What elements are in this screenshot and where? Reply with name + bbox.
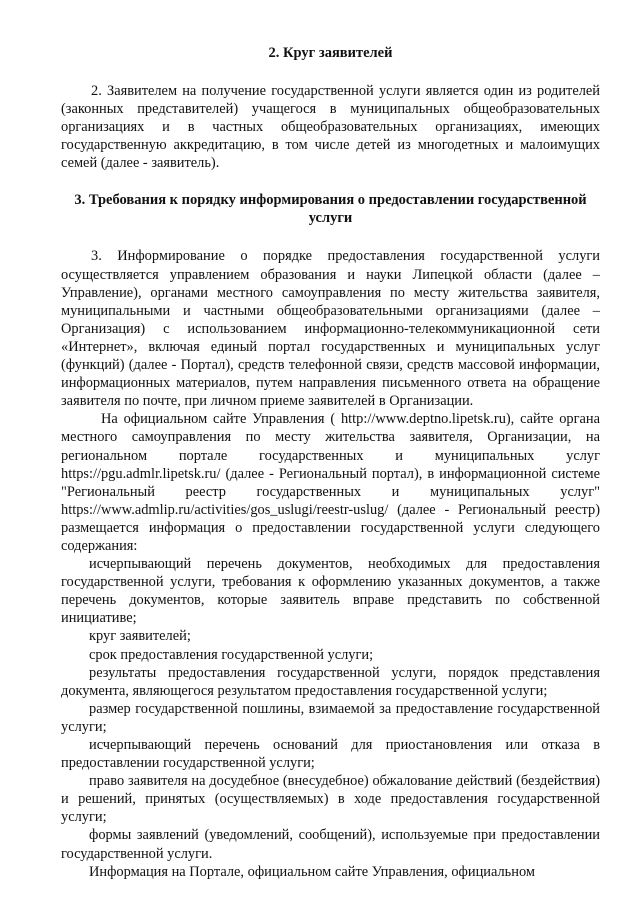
list-item: размер государственной пошлины, взимаемой за предоставление государственной услуги; <box>61 700 600 735</box>
section-3-title: 3. Требования к порядку информирования о предоставлении государственной услуги <box>74 192 587 227</box>
list-item: срок предоставления государственной услуги; <box>89 646 374 663</box>
list-item: исчерпывающий перечень документов, необходимых для предоставления государственной услуги, требования к оформлению указанных документов, а также перечень документов, которые заявитель вправе представить по собственной инициативе; <box>61 556 600 627</box>
list-item: исчерпывающий перечень оснований для приостановления или отказа в предоставлении государственной услуги; <box>61 737 600 772</box>
list-item: право заявителя на досудебное (внесудебное) обжалование действий (бездействия) и решений, принятых (осуществляемых) в ходе предоставления государственной услуги; <box>61 773 600 826</box>
section-2-title: 2. Круг заявителей <box>268 45 393 61</box>
list-item: круг заявителей; <box>89 628 191 645</box>
list-item: формы заявлений (уведомлений, сообщений), используемые при предоставлении государственной услуги. <box>61 827 600 862</box>
list-item: результаты предоставления государственной услуги, порядок представления документа, являющегося результатом предоставления государственной услуги; <box>61 664 600 699</box>
section-2-paragraph: 2. Заявителем на получение государственной услуги является один из родителей (законных представителей) учащегося в муниципальных общеобразовательных организациях и в частных общеобразовательных организациях, имеющих государственную аккредитацию, в том числе детей из многодетных и малоимущих семей (далее - заявитель). <box>61 83 600 172</box>
section-3-paragraph-3: Информация на Портале, официальном сайте Управления, официальном <box>89 863 535 880</box>
section-3-paragraph-2: На официальном сайте Управления ( http://www.deptno.lipetsk.ru), сайте органа местного самоуправления по месту жительства заявителя, Организации, на региональном портале государственных и муниципальных услуг https://pgu.admlr.lipetsk.ru/ (далее - Региональный портал), в информационной системе "Региональный реестр государственных и муниципальных услуг" https://www.admlip.ru/activities/gos_uslugi/reestr-uslug/ (далее - Региональный реестр) размещается информация о предоставлении государственной услуги следующего содержания: <box>61 411 600 554</box>
section-3-paragraph-1: 3. Информирование о порядке предоставления государственной услуги осуществляется управлением образования и науки Липецкой области (далее – Управление), органами местного самоуправления по месту жительства заявителя, муниципальными и частными общеобразовательными организациями (далее – Организация) с использованием информационно-телекоммуникационной сети «Интернет», включая единый портал государственных и муниципальных услуг (функций) (далее - Портал), средств телефонной связи, средств массовой информации, информационных материалов, путем направления письменного ответа на обращение заявителя по почте, при личном приеме заявителей в Организации. <box>61 248 600 410</box>
